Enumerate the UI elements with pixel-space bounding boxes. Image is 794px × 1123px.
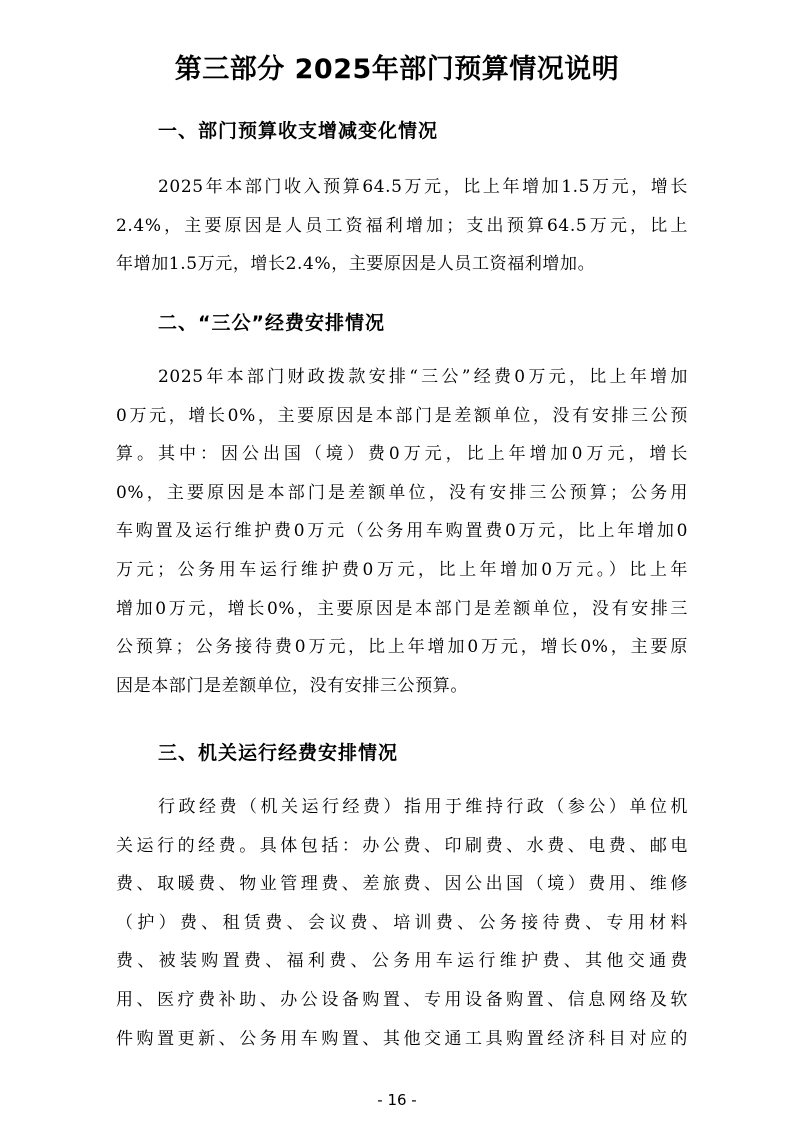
paragraph-line: 2025年本部门财政拨款安排“三公”经费0万元，比上年增加 [158,367,688,387]
paragraph-line: 用、医疗费补助、办公设备购置、专用设备购置、信息网络及软 [116,989,688,1010]
paragraph-line: 费、取暖费、物业管理费、差旅费、因公出国（境）费用、维修 [116,874,688,895]
paragraph-line: 行政经费（机关运行经费）指用于维持行政（参公）单位机 [158,797,688,817]
paragraph-line: 关运行的经费。具体包括：办公费、印刷费、水费、电费、邮电 [116,835,688,856]
section-paragraph-three-public [116,358,688,705]
paragraph-line: 件购置更新、公务用车购置、其他交通工具购置经济科目对应的 [116,1028,688,1049]
paragraph-line: 车购置及运行维护费0万元（公务用车购置费0万元，比上年增加0 [116,521,688,542]
paragraph-line: 万元；公务用车运行维护费0万元，比上年增加0万元。）比上年 [116,559,688,580]
paragraph-line: 0万元，增长0%，主要原因是本部门是差额单位，没有安排三公预 [116,405,688,426]
paragraph-line: 算。其中：因公出国（境）费0万元，比上年增加0万元，增长 [116,444,688,465]
paragraph-line: 增加0万元，增长0%，主要原因是本部门是差额单位，没有安排三 [116,598,688,619]
section-heading-three-public: 二、“三公”经费安排情况 [158,312,385,334]
page-title: 第三部分 2025年部门预算情况说明 [174,54,620,85]
paragraph-line: 因是本部门是差额单位，没有安排三公预算。 [116,675,468,696]
paragraph-line: 2025年本部门收入预算64.5万元，比上年增加1.5万元，增长 [158,177,688,197]
paragraph-line: 2.4%，主要原因是人员工资福利增加；支出预算64.5万元，比上 [116,215,688,236]
paragraph-line: 公预算；公务接待费0万元，比上年增加0万元，增长0%，主要原 [116,637,688,658]
page-number: - 16 - [377,1091,417,1109]
section-paragraph-operating-funds [116,788,688,1058]
paragraph-line: 费、被装购置费、福利费、公务用车运行维护费、其他交通费 [116,951,688,972]
section-heading-budget-changes: 一、部门预算收支增减变化情况 [158,120,439,142]
section-heading-operating-funds: 三、机关运行经费安排情况 [158,742,399,764]
paragraph-line: 0%，主要原因是本部门是差额单位，没有安排三公预算；公务用 [116,482,688,503]
section-paragraph-budget-changes [116,168,688,284]
paragraph-line: （护）费、租赁费、会议费、培训费、公务接待费、专用材料 [116,912,688,933]
paragraph-line: 年增加1.5万元，增长2.4%，主要原因是人员工资福利增加。 [116,254,596,275]
